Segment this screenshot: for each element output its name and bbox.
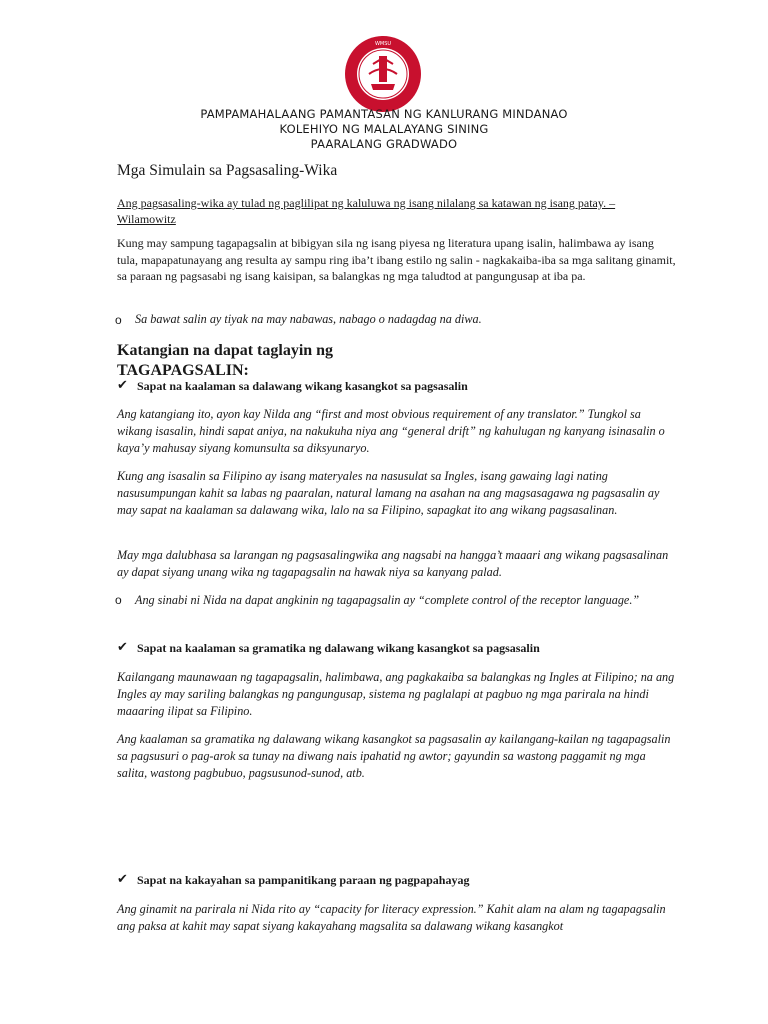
bullet-text: Sa bawat salin ay tiyak na may nabawas, nabago o nadagdag na diwa. (135, 312, 482, 326)
university-seal-logo (343, 34, 423, 114)
quality-paragraph: Ang ginamit na parirala ni Nida rito ay “capacity for literacy expression.” Kahit alam na alam ng tagapagsalin ang paksa at kahit may sapat siyang kakayahang magsalita sa dalawang wikang kasangkot (117, 902, 666, 933)
quality-paragraph: May mga dalubhasa sa larangan ng pagsasalingwika ang nagsabi na hangga’t maaari ang wikang pagsasalinan ay dapat siyang unang wika ng tagapagsalin na hawak niya sa kanyang palad. (117, 548, 669, 579)
document-title: Mga Simulain sa Pagsasaling-Wika (117, 162, 338, 179)
quality-paragraph: Kung ang isasalin sa Filipino ay isang materyales na nasusulat sa Ingles, isang gawaing lagi nating nasusumpungan kahit sa labas ng paaralan, natural lamang na asahan na ang magsasagawa ng pagsasalin ay may sapat na kaalaman sa dalawang wika, lalo na sa Filipino, sapagkat ito ang wikang pagsasalinan. (117, 469, 660, 517)
quality-paragraph: Kailangang maunawaan ng tagapagsalin, halimbawa, ang pagkakaiba sa balangkas ng Ingles at Filipino; na ang Ingles ay may sariling balangkas ng pangungusap, sistema ng paglalapi at pagbuo ng mga parirala na hindi maaaring ilipat sa Filipino. (117, 670, 675, 718)
check-icon: ✔ (117, 377, 128, 392)
header-university-name: PAMPAMAHALAANG PAMANTASAN NG KANLURANG MINDANAO (200, 107, 568, 121)
bullet-marker: o (115, 313, 122, 327)
quality-heading: Sapat na kaalaman sa dalawang wikang kasangkot sa pagsasalin (137, 379, 468, 393)
quality-heading: Sapat na kakayahan sa pampanitikang paraan ng pagpapahayag (137, 873, 470, 887)
header-college-name: KOLEHIYO NG MALALAYANG SINING (279, 122, 489, 136)
section-heading: Katangian na dapat taglayin ng TAGAPAGSALIN: (117, 342, 334, 379)
quality-paragraph: Ang kaalaman sa gramatika ng dalawang wikang kasangkot sa pagsasalin ay kailangang-kailan ng tagapagsalin sa pagsusuri o pag-arok sa tunay na diwang nais ipahatid ng awtor; gayundin sa wastong paggamit ng mga salita, wastong pagbubuo, pagsusunod-sunod, atb. (117, 732, 671, 780)
svg-text:WMSU: WMSU (374, 41, 392, 47)
bullet-marker: o (115, 593, 122, 607)
bullet-text: Ang sinabi ni Nida na dapat angkinin ng tagapagsalin ay “complete control of the receptor language.” (135, 593, 640, 607)
quality-heading: Sapat na kaalaman sa gramatika ng dalawang wikang kasangkot sa pagsasalin (137, 641, 540, 655)
header-school-name: PAARALANG GRADWADO (310, 137, 458, 151)
intro-paragraph: Kung may sampung tagapagsalin at bibigyan sila ng isang piyesa ng literatura upang isalin, halimbawa ay isang tula, mapapatunayang ang resulta ay sampu ring iba’t ibang estilo ng salin - nagkakaiba-iba sa mga salitang ginamit, sa paraan ng pagsasabi ng isang kaisipan, sa balangkas ng mga taludtod at pangungusap at iba pa. (117, 236, 676, 283)
check-icon: ✔ (117, 639, 128, 654)
epigraph-quote: Ang pagsasaling-wika ay tulad ng paglilipat ng kaluluwa ng isang nilalang sa katawan ng isang patay. – Wilamowitz (117, 196, 616, 226)
quality-paragraph: Ang katangiang ito, ayon kay Nilda ang “first and most obvious requirement of any translator.” Tungkol sa wikang isasalin, hindi sapat aniya, na nakukuha niya ang “general drift” ng kahulugan ng kanyang isinasalin o kaya’y mahusay siyang komunsulta sa diksyunaryo. (117, 407, 665, 455)
check-icon: ✔ (117, 871, 128, 886)
